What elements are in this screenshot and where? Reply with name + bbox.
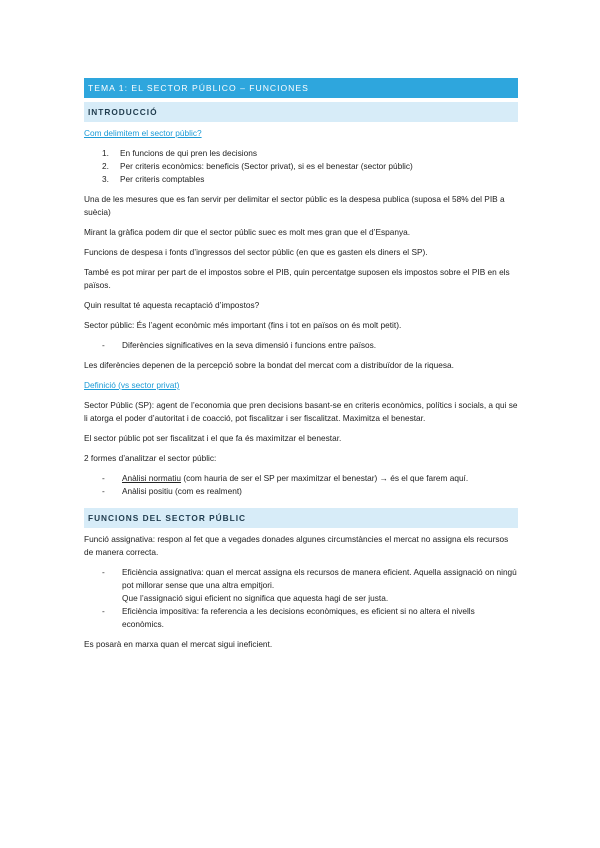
list-dash: -: [102, 486, 105, 496]
paragraph: Funció assignativa: respon al fet que a vegades donades algunes circumstàncies el mercat no assigna els recursos de manera correcta.: [84, 534, 509, 557]
paragraph: El sector públic pot ser fiscalitzat i el que fa és maximitzar el benestar.: [84, 433, 342, 443]
document-title: TEMA 1: EL SECTOR PÚBLICO – FUNCIONES: [84, 78, 518, 98]
list-item-text: Per criteris comptables: [120, 174, 205, 184]
document-content: [84, 78, 518, 651]
list-item: [84, 485, 518, 498]
list-item: [84, 472, 518, 485]
section-heading-introduccio: INTRODUCCIÓ: [84, 102, 518, 122]
paragraph: Les diferències depenen de la percepció sobre la bondat del mercat com a distribuïdor de la riquesa.: [84, 360, 454, 370]
list-item-text: Eficiència assignativa: quan el mercat assigna els recursos de manera eficient. Aquella assignació on ningú pot millorar sense que una altra empitjori.: [122, 567, 517, 590]
paragraph: Es posarà en marxa quan el mercat sigui ineficient.: [84, 639, 273, 649]
link-delimitem[interactable]: Com delimitem el sector públic?: [84, 128, 202, 138]
link-definicio[interactable]: Definició (vs sector privat): [84, 380, 180, 390]
list-number: 3.: [102, 174, 109, 184]
list-dash: -: [102, 473, 105, 483]
list-item-text: (com hauria de ser el SP per maximitzar el benestar) → és el que farem aquí.: [181, 473, 469, 483]
list-dash: -: [102, 567, 105, 577]
section-heading-funcions: FUNCIONS DEL SECTOR PÚBLIC: [84, 508, 518, 528]
list-item-text: En funcions de qui pren les decisions: [120, 148, 257, 158]
numbered-list: [84, 147, 518, 186]
list-item: [84, 605, 518, 631]
forms-list: [84, 472, 518, 498]
list-dash: -: [102, 606, 105, 616]
paragraph: Una de les mesures que es fan servir per delimitar el sector públic es la despesa publica (suposa el 58% del PIB a suècia): [84, 194, 505, 217]
list-item-extra: Que l’assignació sigui eficient no significa que aquesta hagi de ser justa.: [122, 593, 389, 603]
list-item-text: Per criteris econòmics: beneficis (Sector privat), si es el benestar (sector públic): [120, 161, 413, 171]
paragraph: Quin resultat té aquesta recaptació d’impostos?: [84, 300, 260, 310]
list-item-text: Diferències significatives en la seva dimensió i funcions entre països.: [122, 340, 377, 350]
list-item-text: Anàlisi positiu (com es realment): [122, 486, 242, 496]
paragraph: Mirant la gràfica podem dir que el sector públic suec es molt mes gran que el d’Espanya.: [84, 227, 411, 237]
dash-list: [84, 339, 518, 352]
list-item: [84, 566, 518, 605]
paragraph: Sector Públic (SP): agent de l’economia que pren decisions basant-se en criteris econòmics, polítics i socials, a qui se li atorga el poder d’autoritat i de coacció, pot fiscalitzar i ser fiscalitzat. Maximitza el benestar.: [84, 400, 518, 423]
list-item-text: Eficiència impositiva: fa referencia a les decisions econòmiques, es eficient si no altera el nivells econòmics.: [122, 606, 475, 629]
list-dash: -: [102, 340, 105, 350]
list-item: [84, 339, 518, 352]
list-item: [84, 160, 518, 173]
paragraph: Funcions de despesa i fonts d’ingressos del sector públic (en que es gasten els diners el SP).: [84, 247, 428, 257]
paragraph: També es pot mirar per part de el impostos sobre el PIB, quin percentatge suposen els impostos sobre el PIB en els països.: [84, 267, 510, 290]
normative-term: Anàlisi normatiu: [122, 473, 182, 483]
list-item: [84, 147, 518, 160]
paragraph: Sector públic: És l’agent econòmic més important (fins i tot en països on és molt petit).: [84, 320, 402, 330]
list-number: 1.: [102, 148, 109, 158]
efficiency-list: [84, 566, 518, 631]
list-item: [84, 173, 518, 186]
list-number: 2.: [102, 161, 109, 171]
paragraph: 2 formes d’analitzar el sector públic:: [84, 453, 217, 463]
